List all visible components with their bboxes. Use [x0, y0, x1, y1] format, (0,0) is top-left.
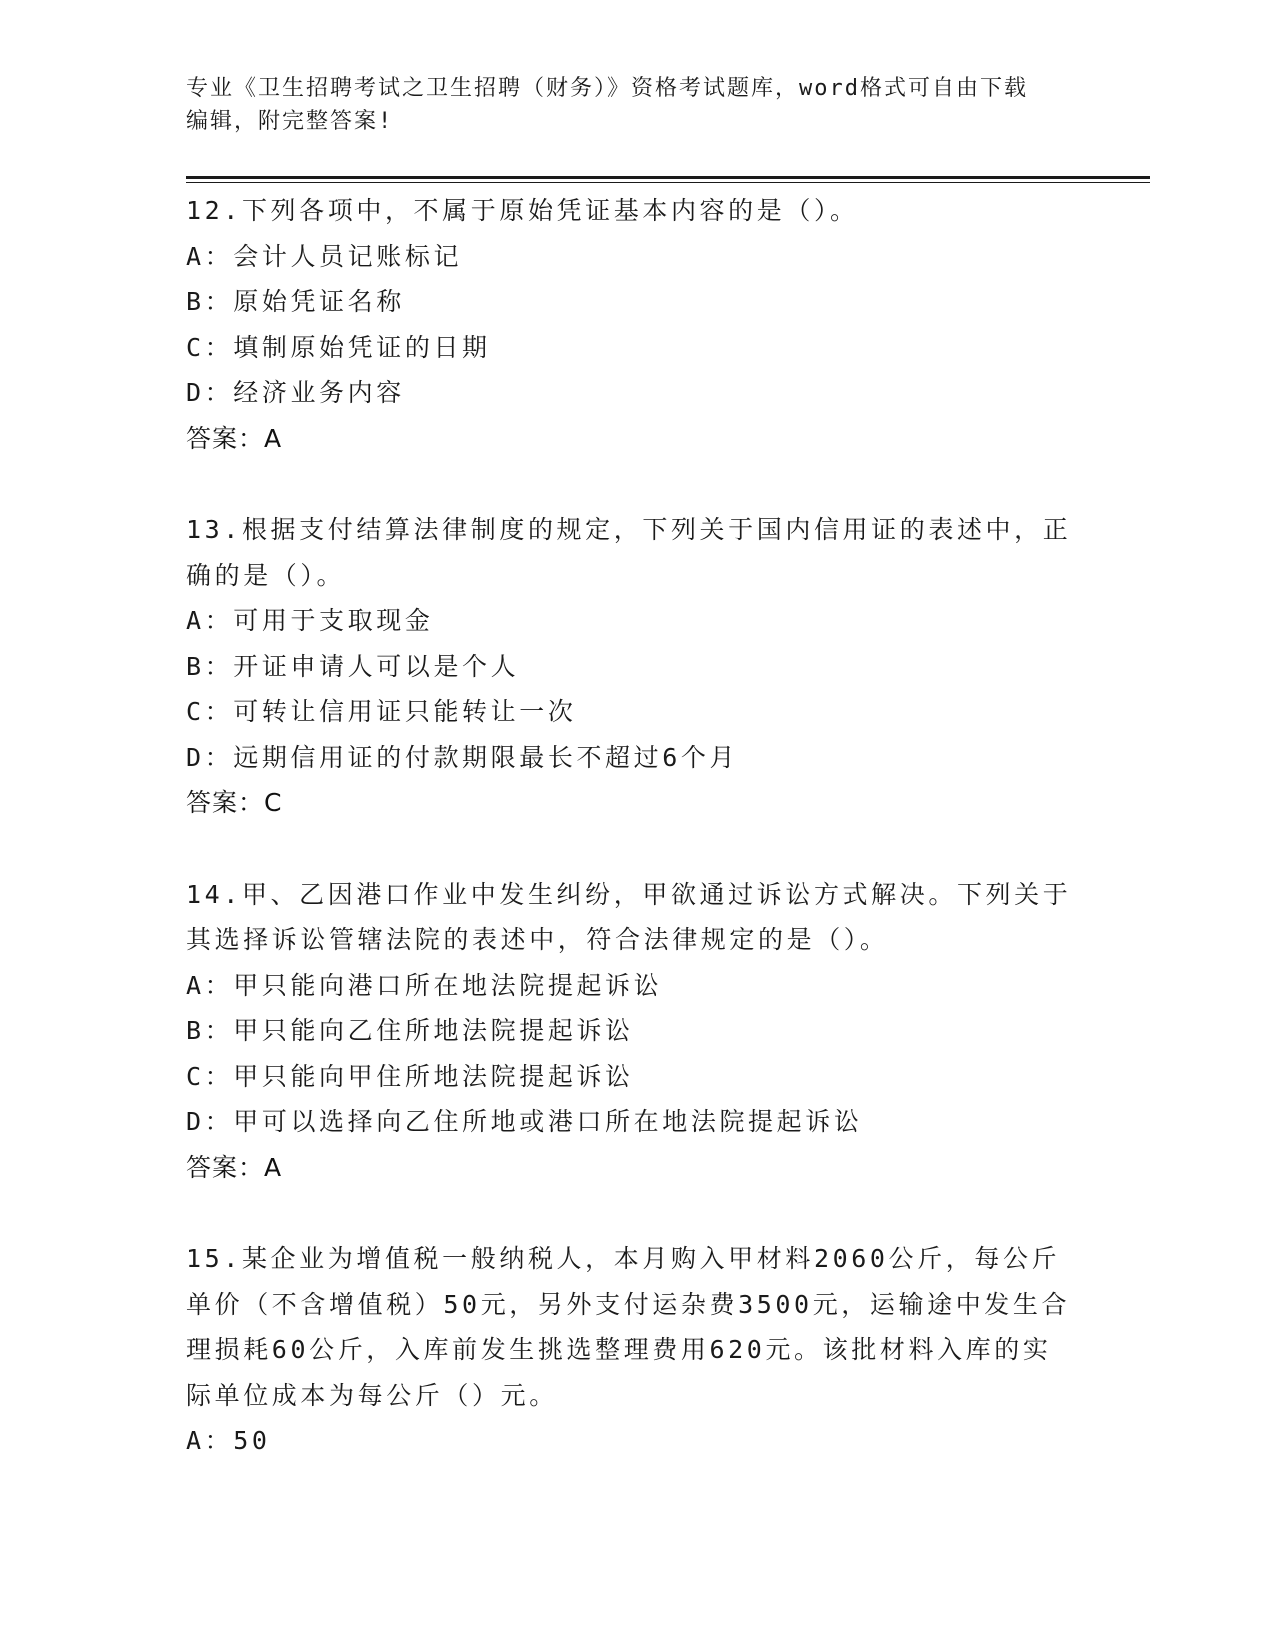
option-a: A：50	[186, 1426, 271, 1455]
question-list	[186, 188, 1086, 1464]
question-13	[186, 507, 1086, 826]
answer-line: 答案：A	[186, 1152, 283, 1182]
header-line-2: 编辑，附完整答案!	[186, 109, 394, 134]
answer-line: 答案：C	[186, 788, 283, 817]
question-14	[186, 872, 1086, 1191]
document-header	[186, 72, 1086, 138]
option-c: C：填制原始凭证的日期	[186, 332, 491, 362]
option-a: A：会计人员记账标记	[186, 241, 463, 271]
header-line-1: 专业《卫生招聘考试之卫生招聘（财务）》资格考试题库，word格式可自由下载	[186, 76, 1028, 101]
header-divider-thin	[186, 182, 1150, 183]
question-stem-continued: 理损耗60公斤，入库前发生挑选整理费用620元。该批材料入库的实	[186, 1335, 1052, 1364]
question-stem: 15.某企业为增值税一般纳税人，本月购入甲材料2060公斤，每公斤	[186, 1244, 1061, 1273]
question-stem-continued: 其选择诉讼管辖法院的表述中，符合法律规定的是（）。	[186, 925, 889, 954]
question-12	[186, 188, 1086, 461]
answer-line: 答案：A	[186, 423, 283, 453]
question-stem-continued: 单价（不含增值税）50元，另外支付运杂费3500元，运输途中发生合	[186, 1289, 1071, 1319]
question-stem-continued: 际单位成本为每公斤（）元。	[186, 1380, 558, 1410]
option-c: C：可转让信用证只能转让一次	[186, 697, 577, 726]
question-stem: 12.下列各项中，不属于原始凭证基本内容的是（）。	[186, 196, 859, 225]
question-stem-continued: 确的是（）。	[186, 560, 346, 590]
option-d: D：远期信用证的付款期限最长不超过6个月	[186, 742, 739, 772]
option-b: B：甲只能向乙住所地法院提起诉讼	[186, 1016, 634, 1045]
option-a: A：甲只能向港口所在地法院提起诉讼	[186, 970, 663, 1000]
question-stem: 13.根据支付结算法律制度的规定，下列关于国内信用证的表述中，正	[186, 515, 1072, 544]
option-c: C：甲只能向甲住所地法院提起诉讼	[186, 1061, 634, 1091]
option-a: A：可用于支取现金	[186, 606, 434, 635]
header-divider-thick	[186, 176, 1150, 179]
option-b: B：原始凭证名称	[186, 287, 405, 316]
question-15	[186, 1236, 1086, 1464]
option-d: D：甲可以选择向乙住所地或港口所在地法院提起诉讼	[186, 1107, 863, 1136]
option-b: B：开证申请人可以是个人	[186, 651, 520, 681]
question-stem: 14.甲、乙因港口作业中发生纠纷，甲欲通过诉讼方式解决。下列关于	[186, 879, 1072, 909]
option-d: D：经济业务内容	[186, 378, 405, 407]
